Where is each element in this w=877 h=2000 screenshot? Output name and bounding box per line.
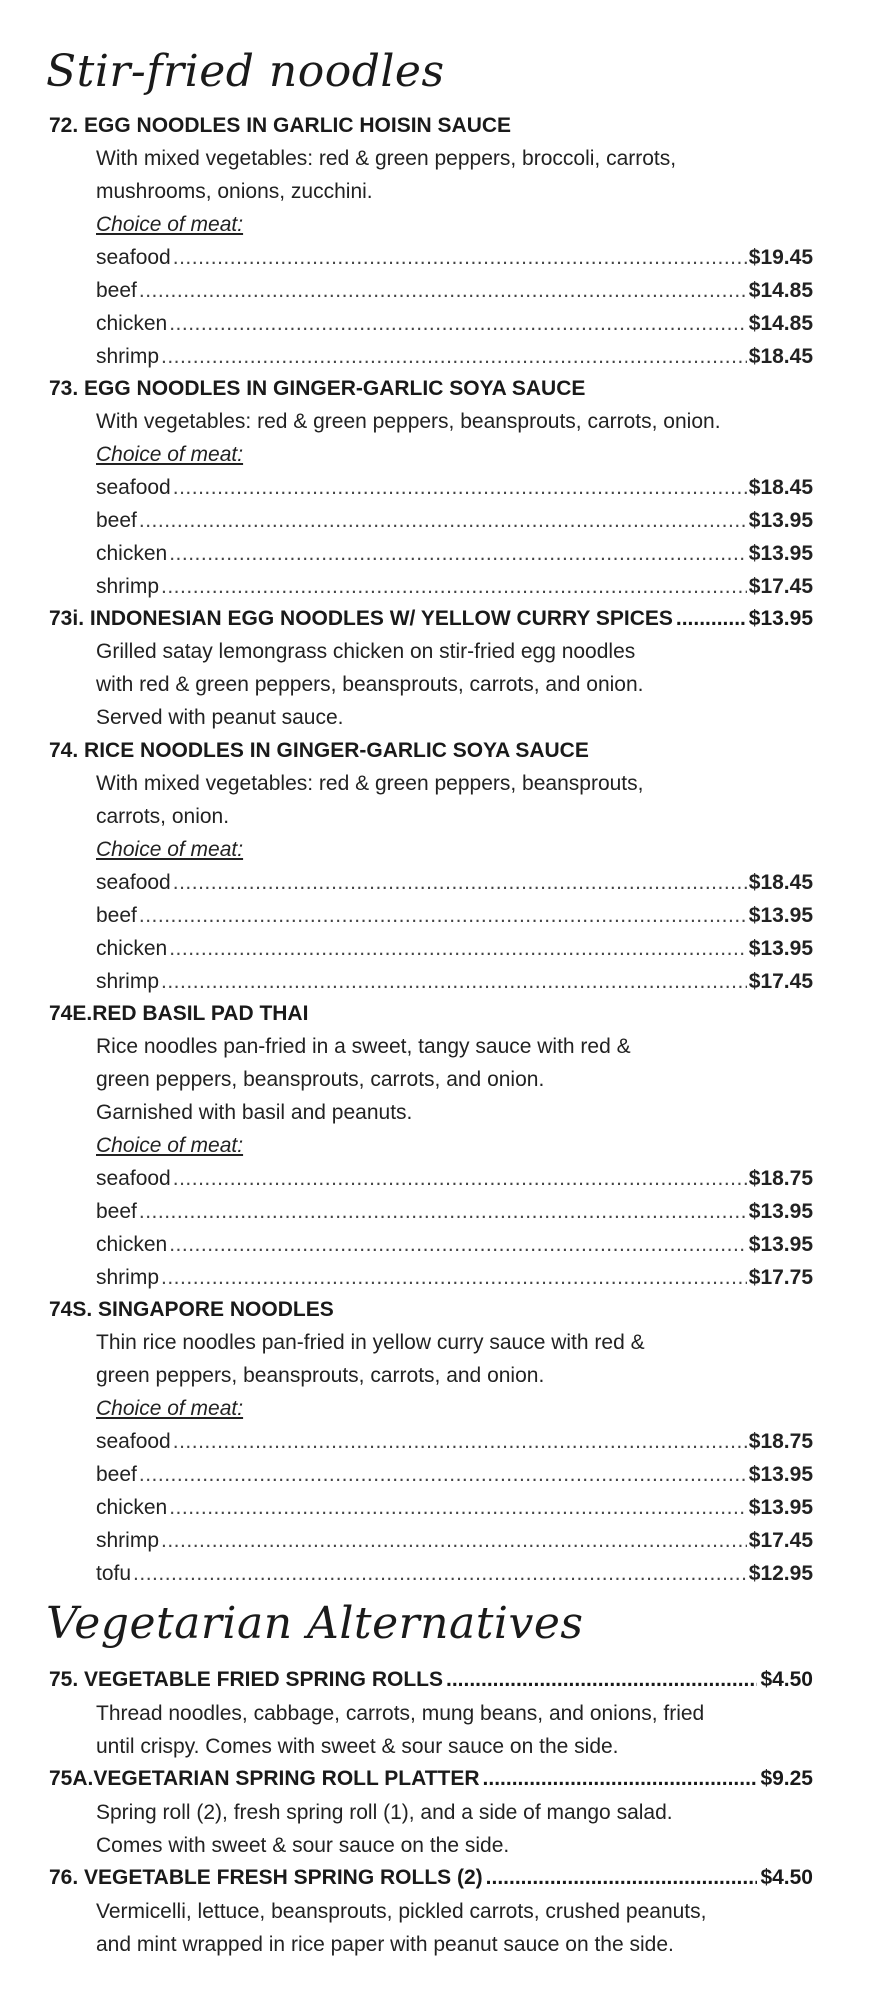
price-row: [96, 1230, 813, 1260]
meat-label: tofu: [96, 1562, 132, 1585]
item-name-row: [49, 1665, 813, 1695]
meat-label: seafood: [96, 1167, 171, 1190]
price: $13.95: [748, 542, 813, 565]
price-row: [96, 309, 813, 339]
dot-leader: [173, 868, 747, 898]
meat-label: beef: [96, 1200, 137, 1223]
dot-leader: [446, 1665, 757, 1695]
dot-leader: [161, 1263, 747, 1293]
dot-leader: [161, 342, 747, 372]
dot-leader: [173, 1427, 747, 1457]
price-row: [96, 1427, 813, 1457]
item-description: Vermicelli, lettuce, beansprouts, pickled carrots, crushed peanuts,: [96, 1900, 707, 1923]
price: $19.45: [748, 246, 813, 269]
section-title-stir-fried: Stir-fried noodles: [46, 46, 445, 97]
dot-leader: [169, 309, 747, 339]
choice-of-meat-label: Choice of meat:: [96, 838, 244, 861]
price-row: [96, 506, 813, 536]
item-name: 76. VEGETABLE FRESH SPRING ROLLS (2): [49, 1866, 483, 1889]
item-name: 75A.VEGETARIAN SPRING ROLL PLATTER: [49, 1767, 480, 1790]
item-description: mushrooms, onions, zucchini.: [96, 180, 373, 203]
item-description: with red & green peppers, beansprouts, carrots, and onion.: [96, 673, 644, 696]
dot-leader: [173, 1164, 747, 1194]
price: $18.75: [748, 1167, 813, 1190]
price: $13.95: [748, 904, 813, 927]
price: $4.50: [760, 1866, 813, 1889]
item-description: Spring roll (2), fresh spring roll (1), and a side of mango salad.: [96, 1801, 673, 1824]
section-title-vegetarian: Vegetarian Alternatives: [46, 1598, 584, 1649]
item-description: Thin rice noodles pan-fried in yellow curry sauce with red &: [96, 1331, 645, 1354]
price-row: [96, 1526, 813, 1556]
price: $14.85: [748, 312, 813, 335]
price: $17.45: [748, 970, 813, 993]
price: $17.75: [748, 1266, 813, 1289]
dot-leader: [676, 604, 746, 634]
price-row: [96, 1197, 813, 1227]
dot-leader: [483, 1764, 758, 1794]
meat-label: seafood: [96, 246, 171, 269]
meat-label: chicken: [96, 1496, 168, 1519]
meat-label: seafood: [96, 871, 171, 894]
item-description: Served with peanut sauce.: [96, 706, 344, 729]
item-description: and mint wrapped in rice paper with peanut sauce on the side.: [96, 1933, 674, 1956]
item-name: 74S. SINGAPORE NOODLES: [49, 1298, 334, 1321]
item-description: Thread noodles, cabbage, carrots, mung beans, and onions, fried: [96, 1702, 705, 1725]
price: $18.45: [748, 345, 813, 368]
dot-leader: [169, 934, 747, 964]
price-row: [96, 901, 813, 931]
item-description: With mixed vegetables: red & green peppers, broccoli, carrots,: [96, 147, 677, 170]
choice-of-meat-label: Choice of meat:: [96, 443, 244, 466]
dot-leader: [139, 276, 747, 306]
dot-leader: [133, 1559, 747, 1589]
price: $13.95: [748, 1463, 813, 1486]
price-row: [96, 1164, 813, 1194]
item-name-row: [49, 1764, 813, 1794]
dot-leader: [161, 572, 747, 602]
item-description: With vegetables: red & green peppers, beansprouts, carrots, onion.: [96, 410, 721, 433]
meat-label: chicken: [96, 1233, 168, 1256]
item-description: Grilled satay lemongrass chicken on stir-fried egg noodles: [96, 640, 636, 663]
price-row: [96, 539, 813, 569]
meat-label: shrimp: [96, 1266, 160, 1289]
price-row: [96, 967, 813, 997]
choice-of-meat-label: Choice of meat:: [96, 213, 244, 236]
price: $13.95: [748, 937, 813, 960]
meat-label: beef: [96, 904, 137, 927]
meat-label: shrimp: [96, 970, 160, 993]
meat-label: shrimp: [96, 575, 160, 598]
item-name: 75. VEGETABLE FRIED SPRING ROLLS: [49, 1668, 443, 1691]
dot-leader: [139, 901, 747, 931]
item-description: green peppers, beansprouts, carrots, and onion.: [96, 1068, 545, 1091]
price: $13.95: [748, 607, 813, 630]
choice-of-meat-label: Choice of meat:: [96, 1397, 244, 1420]
dot-leader: [169, 539, 747, 569]
price-row: [96, 1460, 813, 1490]
price-row: [96, 1263, 813, 1293]
item-name-row: [49, 604, 813, 634]
price: $13.95: [748, 1200, 813, 1223]
price-row: [96, 473, 813, 503]
item-name: 73. EGG NOODLES IN GINGER-GARLIC SOYA SAUCE: [49, 377, 586, 400]
choice-of-meat-label: Choice of meat:: [96, 1134, 244, 1157]
dot-leader: [169, 1493, 747, 1523]
dot-leader: [486, 1863, 758, 1893]
price: $17.45: [748, 575, 813, 598]
price-row: [96, 243, 813, 273]
meat-label: shrimp: [96, 345, 160, 368]
item-name: 74. RICE NOODLES IN GINGER-GARLIC SOYA SAUCE: [49, 739, 589, 762]
meat-label: beef: [96, 279, 137, 302]
dot-leader: [139, 1197, 747, 1227]
dot-leader: [169, 1230, 747, 1260]
price-row: [96, 276, 813, 306]
meat-label: seafood: [96, 1430, 171, 1453]
item-description: green peppers, beansprouts, carrots, and onion.: [96, 1364, 545, 1387]
price: $14.85: [748, 279, 813, 302]
item-name-row: [49, 1863, 813, 1893]
dot-leader: [139, 506, 747, 536]
dot-leader: [161, 967, 747, 997]
price-row: [96, 868, 813, 898]
price: $4.50: [760, 1668, 813, 1691]
price: $18.75: [748, 1430, 813, 1453]
meat-label: shrimp: [96, 1529, 160, 1552]
item-description: Garnished with basil and peanuts.: [96, 1101, 413, 1124]
dot-leader: [173, 473, 747, 503]
meat-label: chicken: [96, 937, 168, 960]
dot-leader: [139, 1460, 747, 1490]
price: $9.25: [760, 1767, 813, 1790]
item-description: With mixed vegetables: red & green peppers, beansprouts,: [96, 772, 644, 795]
price: $13.95: [748, 1496, 813, 1519]
dot-leader: [173, 243, 747, 273]
meat-label: chicken: [96, 312, 168, 335]
price-row: [96, 1559, 813, 1589]
meat-label: beef: [96, 1463, 137, 1486]
item-name: 73i. INDONESIAN EGG NOODLES W/ YELLOW CURRY SPICES: [49, 607, 673, 630]
price-row: [96, 934, 813, 964]
meat-label: seafood: [96, 476, 171, 499]
price: $18.45: [748, 476, 813, 499]
item-description: carrots, onion.: [96, 805, 230, 828]
item-description: Rice noodles pan-fried in a sweet, tangy sauce with red &: [96, 1035, 631, 1058]
price: $12.95: [748, 1562, 813, 1585]
price-row: [96, 342, 813, 372]
item-name: 72. EGG NOODLES IN GARLIC HOISIN SAUCE: [49, 114, 512, 137]
price: $18.45: [748, 871, 813, 894]
item-description: Comes with sweet & sour sauce on the side.: [96, 1834, 510, 1857]
price-row: [96, 572, 813, 602]
meat-label: beef: [96, 509, 137, 532]
dot-leader: [161, 1526, 747, 1556]
price: $13.95: [748, 509, 813, 532]
item-description: until crispy. Comes with sweet & sour sauce on the side.: [96, 1735, 619, 1758]
price-row: [96, 1493, 813, 1523]
item-name: 74E.RED BASIL PAD THAI: [49, 1002, 309, 1025]
meat-label: chicken: [96, 542, 168, 565]
price: $13.95: [748, 1233, 813, 1256]
price: $17.45: [748, 1529, 813, 1552]
